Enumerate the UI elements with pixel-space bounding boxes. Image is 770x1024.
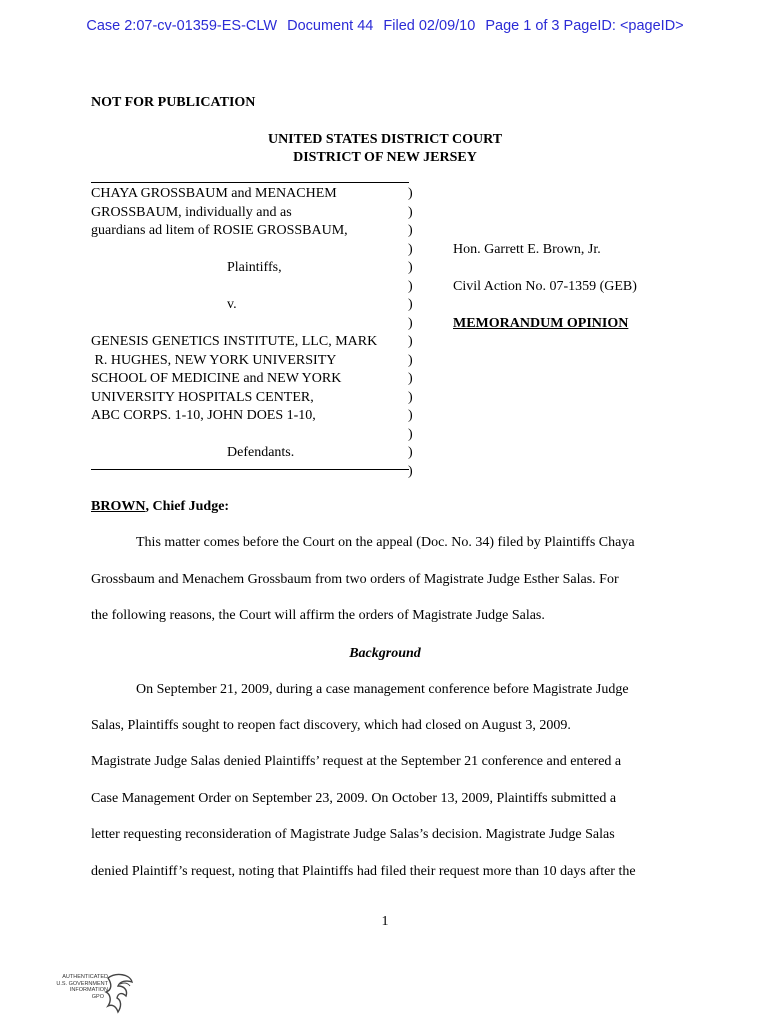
paragraph-line: This matter comes before the Court on the appeal (Doc. No. 34) filed by Plaintiffs Chaya bbox=[136, 535, 635, 550]
seal-line: U.S. GOVERNMENT bbox=[56, 980, 108, 987]
paragraph-line: Magistrate Judge Salas denied Plaintiffs’ request at the September 21 conference and entered a bbox=[91, 754, 622, 769]
paragraph-line: letter requesting reconsideration of Magistrate Judge Salas’s decision. Magistrate Judge Salas bbox=[91, 827, 615, 842]
paren: ) bbox=[408, 445, 413, 460]
civil-action-number: Civil Action No. 07-1359 (GEB) bbox=[453, 279, 637, 294]
seal-line: INFORMATION bbox=[69, 987, 108, 994]
document-type: MEMORANDUM OPINION bbox=[453, 316, 629, 331]
document-number: Document 44 bbox=[287, 18, 374, 34]
paren: ) bbox=[408, 186, 413, 201]
page-info: Page 1 of 3 PageID: <pageID> bbox=[485, 18, 684, 34]
seal-text bbox=[40, 974, 108, 1000]
paragraph-line: On September 21, 2009, during a case management conference before Magistrate Judge bbox=[136, 682, 629, 697]
seal-line: AUTHENTICATED bbox=[62, 974, 108, 980]
publication-notice: NOT FOR PUBLICATION bbox=[91, 95, 256, 110]
paragraph-line: Salas, Plaintiffs sought to reopen fact discovery, which had closed on August 3, 2009. bbox=[91, 718, 571, 733]
paren: ) bbox=[408, 260, 413, 275]
caption-parens bbox=[408, 185, 418, 481]
plaintiff-line: GROSSBAUM, individually and as bbox=[91, 204, 292, 220]
defendant-line: R. HUGHES, NEW YORK UNIVERSITY bbox=[91, 352, 337, 368]
author-name: BROWN bbox=[91, 499, 146, 514]
paragraph-line: Grossbaum and Menachem Grossbaum from two orders of Magistrate Judge Esther Salas. For bbox=[91, 572, 619, 587]
paren: ) bbox=[408, 371, 413, 386]
paren: ) bbox=[408, 408, 413, 423]
plaintiffs-label: Plaintiffs, bbox=[227, 260, 282, 275]
paren: ) bbox=[408, 297, 413, 312]
author-title: , Chief Judge: bbox=[145, 499, 230, 514]
case-caption bbox=[91, 185, 411, 463]
paren: ) bbox=[408, 315, 413, 331]
defendant-line: SCHOOL OF MEDICINE and NEW YORK bbox=[91, 371, 342, 386]
eagle-icon bbox=[102, 972, 136, 1016]
paren: ) bbox=[408, 223, 413, 238]
case-header bbox=[0, 18, 770, 34]
paren: ) bbox=[408, 389, 413, 405]
defendant-line: ABC CORPS. 1-10, JOHN DOES 1-10, bbox=[91, 408, 316, 423]
caption-top-rule bbox=[91, 182, 409, 183]
plaintiff-line: CHAYA GROSSBAUM and MENACHEM bbox=[91, 186, 337, 201]
defendant-line: GENESIS GENETICS INSTITUTE, LLC, MARK bbox=[91, 334, 378, 349]
defendant-line: UNIVERSITY HOSPITALS CENTER, bbox=[91, 389, 314, 405]
paren: ) bbox=[408, 241, 413, 257]
versus-label: v. bbox=[227, 297, 237, 312]
defendants-label: Defendants. bbox=[227, 445, 295, 460]
paren: ) bbox=[408, 426, 413, 442]
page-number: 1 bbox=[381, 914, 389, 929]
paragraph-line: denied Plaintiff’s request, noting that Plaintiffs had filed their request more than 10 days after the bbox=[91, 864, 636, 879]
paren: ) bbox=[408, 334, 413, 349]
court-district: DISTRICT OF NEW JERSEY bbox=[293, 150, 477, 165]
paren: ) bbox=[408, 204, 413, 220]
paren: ) bbox=[408, 463, 413, 479]
case-number: Case 2:07-cv-01359-ES-CLW bbox=[86, 18, 278, 34]
paren: ) bbox=[408, 352, 413, 368]
filed-date: Filed 02/09/10 bbox=[383, 18, 476, 34]
judge-name: Hon. Garrett E. Brown, Jr. bbox=[453, 242, 601, 257]
paragraph-line: the following reasons, the Court will affirm the orders of Magistrate Judge Salas. bbox=[91, 608, 545, 623]
paragraph-line: Case Management Order on September 23, 2009. On October 13, 2009, Plaintiffs submitted a bbox=[91, 791, 617, 806]
gpo-authentication-seal bbox=[40, 972, 140, 1016]
caption-bottom-rule bbox=[91, 469, 409, 470]
opinion-author bbox=[91, 498, 681, 516]
court-name: UNITED STATES DISTRICT COURT bbox=[267, 132, 503, 147]
seal-line: GPO bbox=[91, 993, 104, 1000]
plaintiff-line: guardians ad litem of ROSIE GROSSBAUM, bbox=[91, 223, 348, 238]
paren: ) bbox=[408, 278, 413, 294]
section-heading: Background bbox=[349, 646, 421, 661]
